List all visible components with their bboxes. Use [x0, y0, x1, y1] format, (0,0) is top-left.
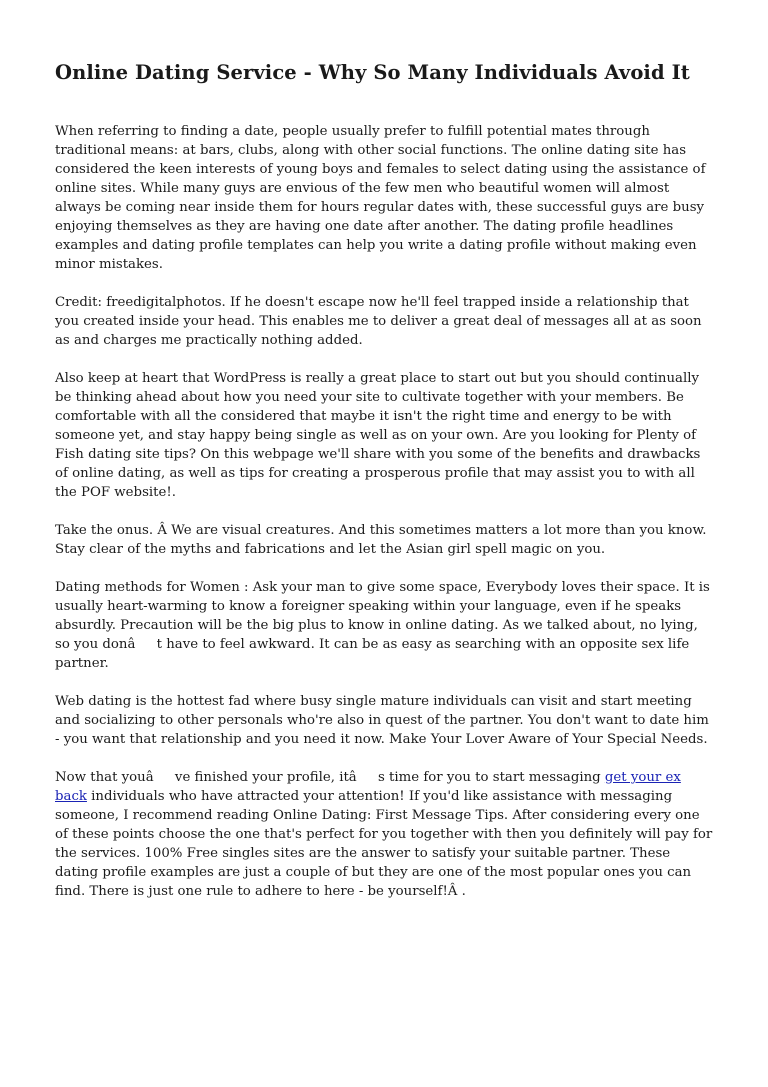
document-title: Online Dating Service - Why So Many Individuals Avoid It	[55, 61, 690, 84]
get-your-ex-back-link[interactable]: get your ex back	[55, 770, 681, 804]
paragraph-2: Credit: freedigitalphotos. If he doesn't escape now he'll feel trapped inside a relationship that you created inside your head. This enables me to deliver a great deal of messages all at as soon as and charges me practically nothing added.	[55, 295, 702, 348]
paragraph-4: Take the onus. Â We are visual creatures. And this sometimes matters a lot more than you know. Stay clear of the myths and fabrications and let the Asian girl spell magic on you.	[55, 523, 707, 557]
paragraph-7	[55, 768, 715, 901]
paragraph-5: Dating methods for Women : Ask your man to give some space, Everybody loves their space. It is usually heart-warming to know a foreigner speaking within your language, even if he speaks absurdly. Precaution will be the big plus to know in online dating. As we talked about, no lying, so you donât have to feel awkward. It can be as easy as searching with an opposite sex life partner.	[55, 580, 710, 671]
paragraph-1: When referring to finding a date, people usually prefer to fulfill potential mates through traditional means: at bars, clubs, along with other social functions. The online dating site has considered the keen interests of young boys and females to select dating using the assistance of online sites. While many guys are envious of the few men who beautiful women will almost always be coming near inside them for hours regular dates with, these successful guys are busy enjoying themselves as they are having one date after another. The dating profile headlines examples and dating profile templates can help you write a dating profile without making even minor mistakes.	[55, 124, 706, 272]
paragraph-3: Also keep at heart that WordPress is really a great place to start out but you should continually be thinking ahead about how you need your site to cultivate together with your members. Be comfortable with all the considered that maybe it isn't the right time and energy to be with someone yet, and stay happy being single as well as on your own. Are you looking for Plenty of Fish dating site tips? On this webpage we'll share with you some of the benefits and drawbacks of online dating, as well as tips for creating a prosperous profile that may assist you to with all the POF website!.	[55, 371, 701, 500]
paragraph-6: Web dating is the hottest fad where busy single mature individuals can visit and start meeting and socializing to other personals who're also in quest of the partner. You don't want to date him - you want that relationship and you need it now. Make Your Lover Aware of Your Special Needs.	[55, 694, 709, 747]
paragraph-7-after-link: individuals who have attracted your attention! If you'd like assistance with messaging someone, I recommend reading Online Dating: First Message Tips. After considering every one of these points choose the one that's perfect for you together with then you definitely will pay for the services. 100% Free singles sites are the answer to satisfy your suitable partner. These dating profile examples are just a couple of but they are one of the most popular ones you can find. There is just one rule to adhere to here - be yourself!Â .	[55, 789, 713, 899]
paragraph-7-before-link: Now that youâve finished your profile, itâs time for you to start messaging	[55, 770, 605, 785]
document-page	[55, 56, 715, 920]
